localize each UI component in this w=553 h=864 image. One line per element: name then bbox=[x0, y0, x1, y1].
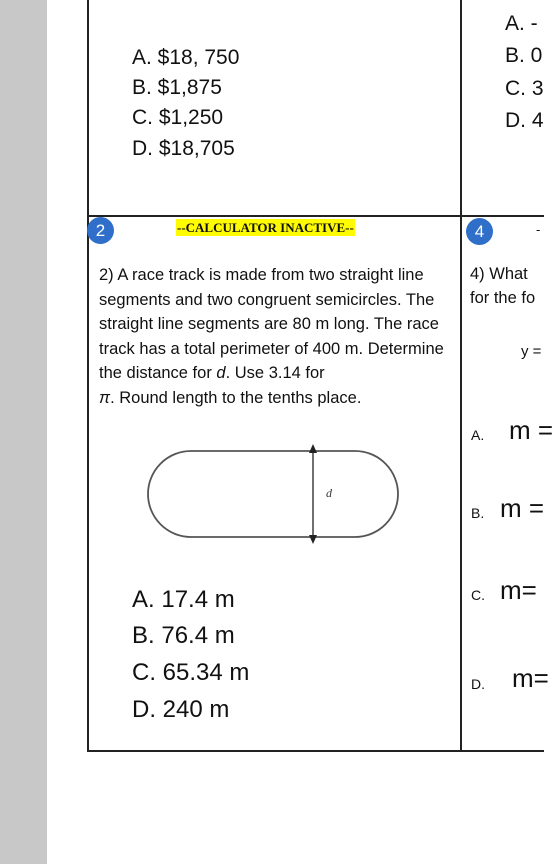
table-border-left bbox=[87, 0, 89, 752]
question-text-part1: 2) A race track is made from two straight line segments and two congruent semicircles. The straight line segments are 80 m long. The race track has a total perimeter of 400 m. Determine the distance for bbox=[99, 266, 444, 382]
q4-option-a-value: m = bbox=[509, 415, 553, 445]
race-track-outline bbox=[148, 451, 398, 537]
top-left-option-c: C. $1,250 bbox=[132, 106, 224, 129]
q4-option-c-value: m= bbox=[500, 575, 537, 605]
q4-text-line2: for the fo bbox=[470, 289, 536, 307]
q2-option-d: D. 240 m bbox=[132, 696, 230, 723]
variable-d: d bbox=[216, 364, 226, 382]
q4-banner-fragment: - bbox=[536, 222, 541, 237]
top-right-option-c: C. 3 bbox=[505, 77, 544, 100]
table-border-bottom bbox=[87, 750, 544, 752]
q4-option-b-value: m = bbox=[500, 493, 545, 523]
table-row-divider bbox=[87, 215, 544, 217]
q4-option-d-value: m= bbox=[512, 663, 549, 693]
q4-option-a-letter: A. bbox=[471, 427, 485, 443]
q4-option-c-letter: C. bbox=[471, 587, 485, 603]
q4-text-line1: 4) What bbox=[470, 265, 528, 283]
race-track-diagram bbox=[140, 440, 404, 552]
diameter-arrow-bottom bbox=[309, 535, 317, 544]
q4-option-b-letter: B. bbox=[471, 505, 485, 521]
top-right-option-d: D. 4 bbox=[505, 109, 544, 132]
top-right-option-b: B. 0 bbox=[505, 44, 543, 67]
top-right-option-a: A. - bbox=[505, 12, 538, 35]
top-left-option-b: B. $1,875 bbox=[132, 76, 222, 99]
calculator-inactive-banner: --CALCULATOR INACTIVE-- bbox=[177, 220, 354, 235]
question-text-part3: . Round length to the tenths place. bbox=[110, 388, 362, 407]
table-border-middle bbox=[460, 0, 462, 752]
q2-option-a: A. 17.4 m bbox=[132, 586, 235, 613]
question-number-badge: 2 bbox=[87, 217, 114, 244]
q4-option-d-letter: D. bbox=[471, 676, 485, 692]
question-2-text bbox=[99, 263, 444, 410]
question-text-part2: . Use 3.14 for bbox=[225, 364, 325, 382]
q2-option-b: B. 76.4 m bbox=[132, 622, 235, 649]
top-left-option-a: A. $18, 750 bbox=[132, 46, 240, 69]
diameter-arrow-top bbox=[309, 444, 317, 453]
diameter-label: d bbox=[326, 486, 332, 500]
worksheet-page bbox=[47, 0, 544, 864]
left-margin-bar bbox=[0, 0, 47, 864]
pi-symbol: π bbox=[99, 388, 111, 407]
top-left-option-d: D. $18,705 bbox=[132, 137, 235, 160]
q4-equation-fragment: y = bbox=[521, 343, 542, 360]
question-number-badge: 4 bbox=[466, 218, 493, 245]
q2-option-c: C. 65.34 m bbox=[132, 659, 250, 686]
